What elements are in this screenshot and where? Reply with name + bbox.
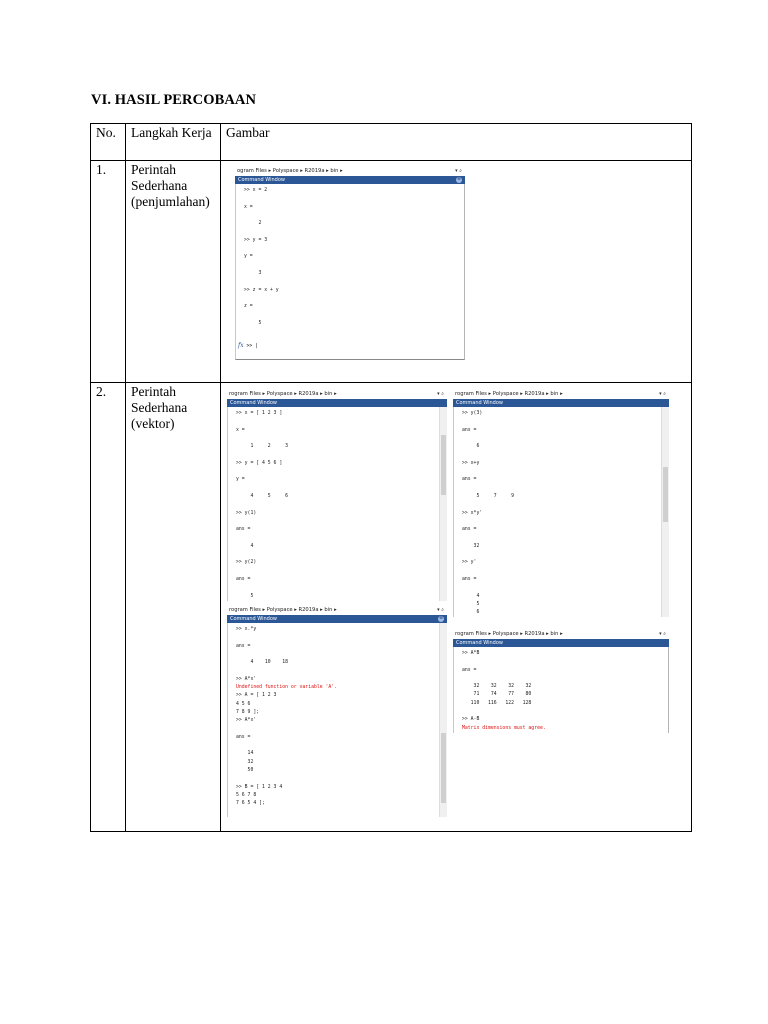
command-window-body xyxy=(227,407,447,601)
command-window-body xyxy=(227,623,447,817)
row-image-cell xyxy=(221,161,692,383)
section-heading: VI. HASIL PERCOBAAN xyxy=(91,92,257,108)
command-window-screenshot xyxy=(453,389,669,617)
row-step: Perintah Sederhana (vektor) xyxy=(126,383,221,832)
command-output: >> y(3) ans = 6 >> x+y ans = 5 7 9 >> x*y' ans = 32 >> y' ans = 4 5 6 xyxy=(462,411,514,616)
scrollbar[interactable] xyxy=(661,407,669,617)
address-bar: rogram Files ▸ Polyspace ▸ R2019a ▸ bin ▸ ▾ ⌕ xyxy=(229,607,444,613)
panel-menu-icon: ⊕ xyxy=(439,616,443,621)
header-gambar: Gambar xyxy=(221,124,692,161)
command-prompt: >> | xyxy=(246,344,259,349)
command-window-body xyxy=(453,647,669,733)
command-window-screenshot xyxy=(235,166,465,360)
scrollbar[interactable] xyxy=(439,623,447,817)
table-row xyxy=(91,383,692,832)
command-output: >> x = [ 1 2 3 ] x = 1 2 3 >> y = [ 4 5 6 ] y = 4 5 6 >> y(1) ans = 4 >> y(2) ans = 5 xyxy=(236,411,288,599)
error-message: Undefined function or variable 'A'. xyxy=(236,685,338,691)
command-window-body xyxy=(453,407,669,617)
command-window-screenshot xyxy=(227,389,447,601)
command-window-titlebar: Command Window ⊕ xyxy=(227,615,447,623)
row-image-cell xyxy=(221,383,692,832)
header-no: No. xyxy=(91,124,126,161)
panel-menu-icon: ⊕ xyxy=(457,177,461,182)
command-output: >> x.*y ans = 4 10 18 >> A*x' Undefined function or variable 'A'. >> A = [ 1 2 3 4 5 6 7 8 9 ]; >> A*x' ans = 14 32 50 >> B = [ 1 2 3 4 5 6 7 8 7 6 5 4 ]; xyxy=(236,627,338,807)
address-bar: rogram Files ▸ Polyspace ▸ R2019a ▸ bin ▸ ▾ ⌕ xyxy=(455,391,666,397)
row-number: 2. xyxy=(91,383,126,832)
address-bar: rogram Files ▸ Polyspace ▸ R2019a ▸ bin ▸ ▾ ⌕ xyxy=(455,631,666,637)
scrollbar[interactable] xyxy=(439,407,447,601)
command-window-screenshot xyxy=(227,605,447,817)
error-message: Matrix dimensions must agree. xyxy=(462,725,546,731)
table-header-row xyxy=(91,124,692,161)
function-browser-icon: fx xyxy=(238,342,244,349)
address-bar: ogram Files ▸ Polyspace ▸ R2019a ▸ bin ▸ ▾ ⌕ xyxy=(237,168,462,174)
table-row xyxy=(91,161,692,383)
command-window-titlebar: Command Window xyxy=(453,639,669,647)
header-langkah: Langkah Kerja xyxy=(126,124,221,161)
command-window-titlebar: Command Window xyxy=(227,399,447,407)
command-window-screenshot xyxy=(453,629,669,733)
command-window-titlebar: Command Window ⊕ xyxy=(235,176,465,184)
command-output: >> x = 2 x = 2 >> y = 3 y = 3 >> z = x + y z = 5 xyxy=(244,188,279,326)
row-number: 1. xyxy=(91,161,126,383)
address-bar: rogram Files ▸ Polyspace ▸ R2019a ▸ bin ▸ ▾ ⌕ xyxy=(229,391,444,397)
command-output: >> A*B ans = 32 32 32 32 71 74 77 80 110 116 122 128 >> A-B Matrix dimensions must agree. xyxy=(462,651,546,731)
results-table xyxy=(90,123,692,832)
command-window-titlebar: Command Window xyxy=(453,399,669,407)
command-window-body xyxy=(235,184,465,360)
row-step: Perintah Sederhana (penjumlahan) xyxy=(126,161,221,383)
